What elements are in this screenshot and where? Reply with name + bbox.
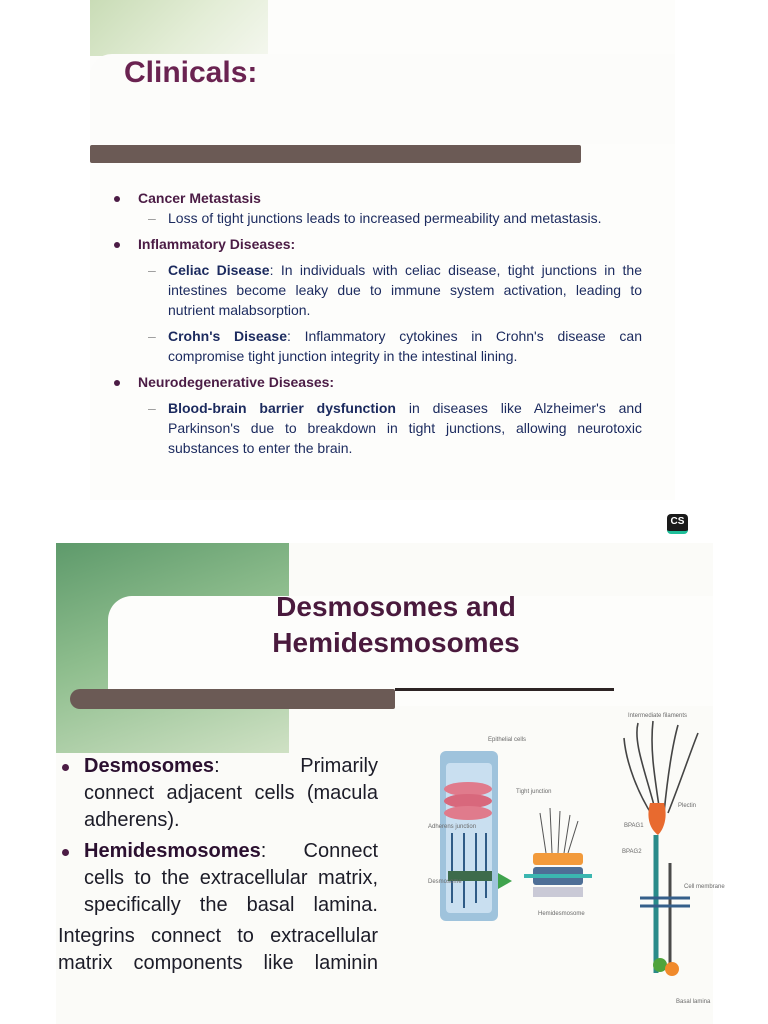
label-filaments: Intermediate filaments <box>628 713 688 719</box>
bullet-inflammatory-diseases: Inflammatory Diseases: <box>110 234 642 254</box>
bullet-neurodegenerative-diseases: Neurodegenerative Diseases: <box>110 372 642 392</box>
label-adherens: Adherens junction <box>428 824 477 830</box>
title-underline-line <box>395 688 614 691</box>
bullet-hemidesmosomes: Hemidesmosomes: Connect cells to the extracellular matrix, specifically the basal lamina. <box>56 838 378 919</box>
label-bpag2: BPAG2 <box>622 849 642 855</box>
sub-celiac-disease: – Celiac Disease: In individuals with celiac disease, tight junctions in the intestines become leaky due to immune system activation, leading to nutrient malabsorption. <box>110 260 642 320</box>
slide-title: Clinicals: <box>124 56 258 89</box>
desmosome-text <box>56 753 378 977</box>
title-underline-bar <box>70 689 395 709</box>
hemidesmosome-filaments <box>540 808 578 853</box>
laminin-green-circle <box>653 958 667 972</box>
integrins-text: Integrins connect to extracellular matrix components like laminin <box>58 925 378 974</box>
camscanner-logo-icon: CS <box>667 514 688 534</box>
label-epithelial: Epithelial cells <box>488 737 527 743</box>
clinicals-list <box>110 188 642 458</box>
sub-blood-brain-barrier: – Blood-brain barrier dysfunction in diseases like Alzheimer's and Parkinson's due to breakdown in tight junctions, allowing neurotoxic substances to enter the brain. <box>110 398 642 458</box>
label-desmosome: Desmosome <box>428 879 462 885</box>
hemidesmosome-base <box>533 887 583 897</box>
junction-diagram <box>428 703 725 1024</box>
label-cell-membrane: Cell membrane <box>684 884 725 890</box>
green-accent-block <box>90 0 268 56</box>
label-basal-lamina: Basal lamina <box>676 999 711 1005</box>
hemidesmosome-plaque <box>533 853 583 865</box>
label-bpag1: BPAG1 <box>624 823 644 829</box>
tight-junction-strands <box>444 782 492 820</box>
slide-title: Desmosomes and Hemidesmosomes <box>272 591 520 658</box>
title-underline-bar <box>90 145 581 163</box>
sub-crohns-disease: – Crohn's Disease: Inflammatory cytokines in Crohn's disease can compromise tight junction integrity in the intestinal lining. <box>110 326 642 366</box>
intermediate-filaments <box>624 721 698 815</box>
label-plectin: Plectin <box>678 803 697 809</box>
slide-clinicals <box>90 0 675 500</box>
label-hemidesmosome: Hemidesmosome <box>538 911 585 917</box>
bullet-cancer-metastasis: Cancer Metastasis <box>110 188 642 208</box>
slide-desmosomes <box>56 543 725 1024</box>
plectin-shape <box>648 803 665 835</box>
sub-cancer-metastasis: – Loss of tight junctions leads to increased permeability and metastasis. <box>110 208 642 228</box>
laminin-orange-circle <box>665 962 679 976</box>
arrow-icon <box>498 873 512 889</box>
bullet-desmosomes: Desmosomes: Primarily connect adjacent cells (macula adherens). <box>56 753 378 834</box>
label-tight: Tight junction <box>516 789 552 795</box>
